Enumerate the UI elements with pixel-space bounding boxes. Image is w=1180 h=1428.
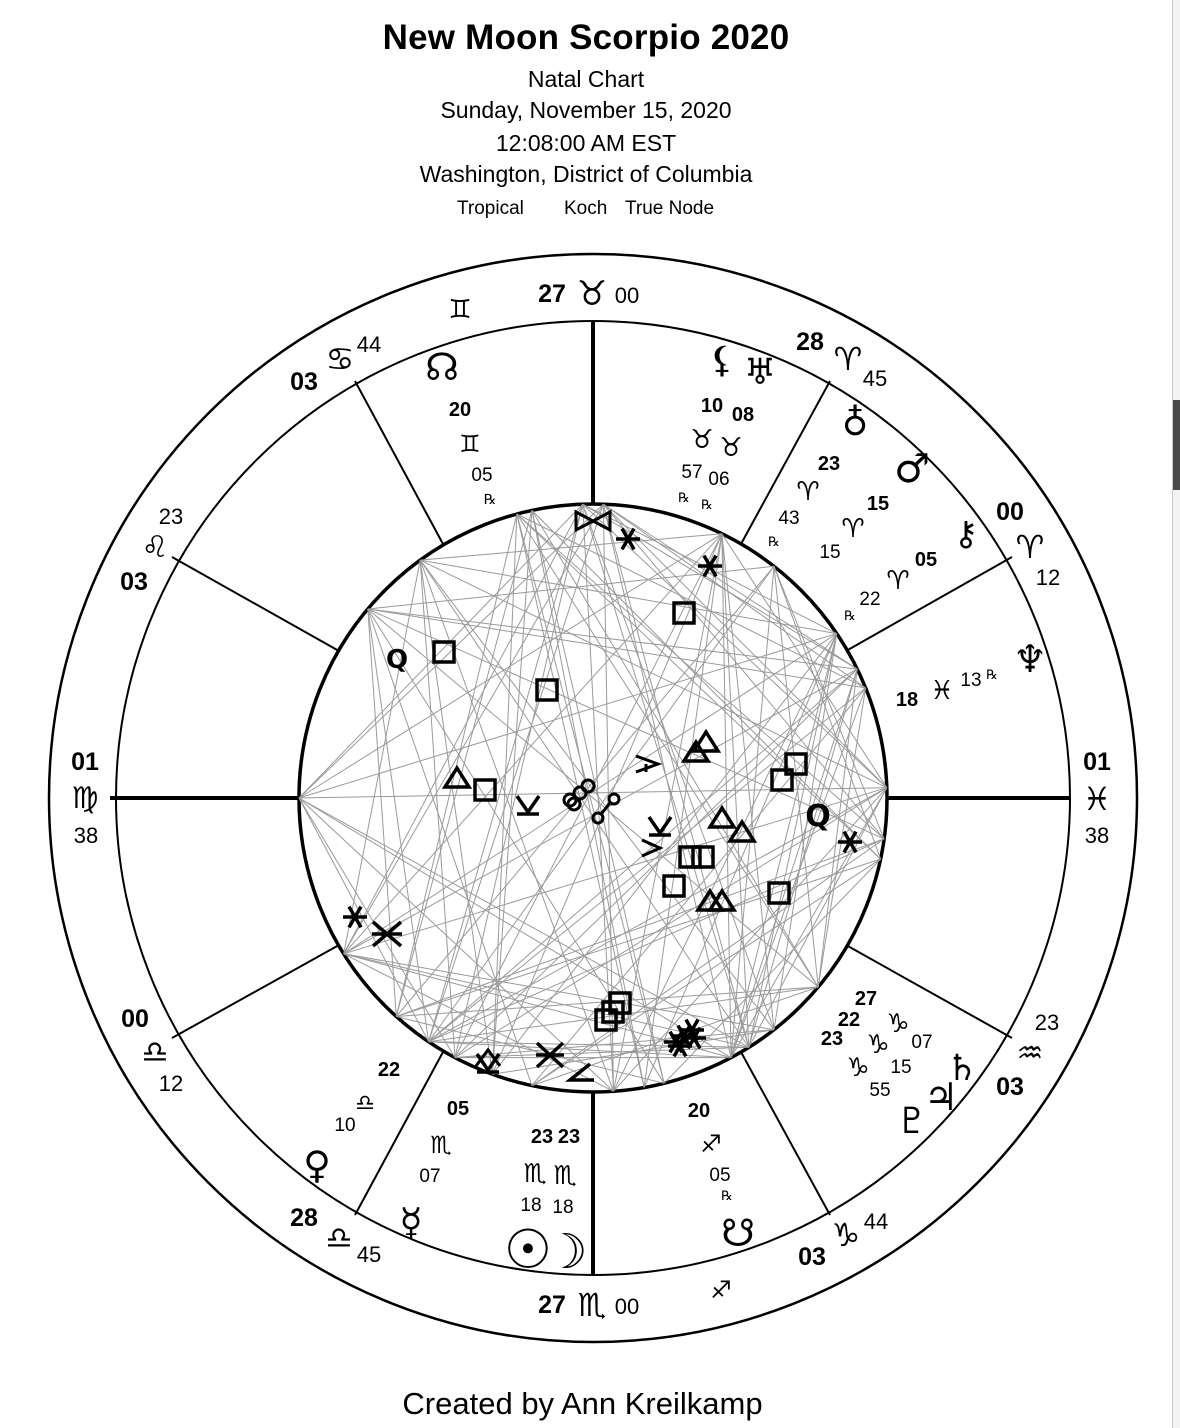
scrollbar-thumb[interactable] [1173,400,1180,490]
aries-sign-icon: ♈ [886,566,910,596]
retrograde-icon: ℞ [701,498,713,513]
taurus-sign-icon: ♉ [690,425,714,455]
retrograde-icon: ℞ [768,535,780,550]
moon-minute: 18 [552,1197,574,1218]
aquarius-sign-icon: ♒ [1016,1036,1044,1071]
aspect-glyph-semisquare [570,1064,594,1080]
venus-icon: ♀ [303,1143,331,1187]
saturn-degree: 27 [854,988,878,1010]
chart-kind: Natal Chart [527,66,645,92]
chiron-minute: 22 [859,589,881,610]
cusp-8-degree: 03 [120,568,148,596]
aries-sign-icon: ♈ [796,477,820,507]
north-node-degree: 20 [448,399,472,421]
retrograde-icon: ℞ [986,668,998,683]
mc-degree: 27 [538,280,566,308]
pisces-sign-icon: ♓ [930,676,954,706]
libra-sign-icon: ♎ [141,1035,169,1070]
north-node-icon: ☊ [425,345,459,389]
cusp-12-degree: 00 [996,498,1024,526]
neptune-degree: 18 [895,689,919,711]
chart-location: Washington, District of Columbia [419,161,753,187]
cusp-5-minute: 45 [356,1242,382,1267]
chiron-degree: 05 [914,549,938,571]
scorpio-sign-icon: ♏ [430,1131,452,1159]
north-node-minute: 05 [471,465,493,486]
aspect-glyph-quincunx [649,817,671,835]
pluto-minute: 55 [869,1080,891,1101]
aspect-line [299,534,722,798]
cusp-8-minute: 23 [158,504,184,529]
south-node-icon: ☋ [721,1211,755,1255]
zodiac-option: Tropical [457,198,524,219]
cusp-9-minute: 44 [356,332,382,357]
lilith-icon: ⚸ [708,340,736,381]
pluto-degree: 23 [820,1028,844,1050]
asc-minute: 38 [73,823,99,848]
house-cusp-9 [355,381,443,544]
scorpio-sign-icon: ♏ [523,1159,547,1189]
mercury-minute: 07 [419,1166,441,1187]
chiron-icon: ⚷ [953,514,979,554]
aries-point-degree: 23 [817,453,841,475]
lilith-degree: 10 [700,395,724,417]
ic-degree: 27 [538,1291,566,1319]
house-system-option: Koch [564,198,608,219]
mars-icon: ♂ [894,446,930,492]
neptune-icon: ♆ [1012,637,1048,681]
cusp-5-degree: 28 [290,1204,318,1232]
scorpio-sign-icon: ♏ [577,1286,607,1324]
capricorn-sign-icon: ♑ [886,1009,910,1039]
capricorn-sign-icon: ♑ [846,1053,870,1083]
planet-positions [303,340,1047,1281]
south-node-degree: 20 [687,1100,711,1122]
south-node-minute: 05 [709,1165,731,1186]
lilith-minute: 57 [681,462,703,483]
aspect-line [420,560,749,1047]
retrograde-icon: ℞ [483,492,497,508]
dsc-minute: 38 [1084,823,1110,848]
jupiter-icon: ♃ [923,1075,959,1119]
saturn-minute: 07 [911,1032,933,1053]
asc-degree: 01 [71,748,99,776]
node-option: True Node [625,198,715,219]
cancer-sign-icon: ♋ [325,340,355,378]
aspect-line [344,560,421,954]
aspect-glyph-quincunx [517,796,539,814]
aspect-glyph-trine [445,768,469,787]
cusp-9-degree: 03 [290,368,318,396]
ic-minute: 00 [614,1294,640,1319]
sun-icon: ☉ [503,1218,553,1281]
aries-point-minute: 43 [778,508,800,529]
libra-sign-icon: ♎ [325,1221,353,1256]
cusp-2-degree: 03 [996,1073,1024,1101]
aspect-line [299,798,429,1042]
aspect-line [299,798,455,1058]
house-cusp-6 [172,945,339,1038]
venus-asteroid-icon: ♀ [841,400,869,441]
sun-minute: 18 [520,1195,542,1216]
uranus-minute: 06 [708,469,730,490]
capricorn-sign-icon: ♑ [831,1216,861,1254]
aspect-line [583,504,887,788]
mercury-degree: 05 [446,1098,470,1120]
aspect-glyph-quintile: Q [385,645,409,675]
pluto-icon: ♇ [895,1101,929,1142]
taurus-sign-icon: ♉ [576,274,608,314]
aspect-glyph-sextile [838,832,862,853]
mc-minute: 00 [614,283,640,308]
sagittarius-intercepted-sign-icon: ♐ [710,1276,732,1304]
scorpio-sign-icon: ♏ [553,1161,577,1191]
aspect-glyph-square [664,876,684,896]
leo-sign-icon: ♌ [141,530,169,565]
uranus-degree: 08 [731,404,755,426]
dsc-degree: 01 [1083,748,1111,776]
jupiter-degree: 22 [837,1009,861,1031]
house-cusp-3 [741,1052,830,1215]
aries-sign-icon: ♈ [841,514,865,544]
moon-degree: 23 [557,1126,581,1148]
cusp-11-minute: 45 [862,366,888,391]
aspect-glyph-quintile: Q [805,799,831,834]
jupiter-minute: 15 [890,1057,912,1078]
house-cusp-8 [172,557,339,651]
aspect-line [492,534,722,1075]
neptune-minute: 13 [960,670,982,691]
aries-sign-icon: ♈ [833,340,863,378]
venus-minute: 10 [334,1115,356,1136]
cusp-11-degree: 28 [796,328,824,356]
aspect-glyph-sextile [343,907,367,928]
chart-title: New Moon Scorpio 2020 [382,18,790,57]
sagittarius-sign-icon: ♐ [700,1130,722,1158]
moon-icon: ☽ [544,1224,588,1280]
footer-credit: Created by Ann Kreilkamp [402,1386,763,1421]
aries-sign-icon: ♈ [1015,528,1045,566]
aspect-line [455,1030,774,1058]
scrollbar-track[interactable] [1172,0,1180,1428]
uranus-icon: ♅ [743,352,777,393]
retrograde-icon: ℞ [678,491,690,506]
retrograde-icon: ℞ [844,609,856,624]
cusp-6-degree: 00 [121,1005,149,1033]
chart-time: 12:08:00 AM EST [495,130,677,156]
aspect-line [299,798,614,1091]
aspect-line [749,634,837,1048]
gemini-sign-icon: ♊ [459,430,481,458]
virgo-sign-icon: ♍ [71,781,99,816]
sun-degree: 23 [530,1126,554,1148]
cusp-3-degree: 03 [798,1243,826,1271]
chart-date: Sunday, November 15, 2020 [440,97,732,123]
taurus-sign-icon: ♉ [719,433,743,463]
venus-degree: 22 [377,1059,401,1081]
cusp-12-minute: 12 [1035,565,1061,590]
cusp-6-minute: 12 [158,1071,184,1096]
capricorn-sign-icon: ♑ [866,1030,890,1060]
mars-degree: 15 [866,493,890,515]
pisces-sign-icon: ♓ [1082,780,1112,818]
aspect-line [344,634,837,954]
cusp-3-minute: 44 [863,1209,889,1234]
gemini-intercepted-sign-icon: ♊ [448,295,472,325]
aspect-line [420,560,455,1058]
mars-minute: 15 [819,542,841,563]
mercury-icon: ☿ [399,1200,423,1244]
aspect-line [731,566,774,1057]
aspect-glyph-semisextile [636,756,658,772]
aspect-line [603,504,857,669]
saturn-icon: ♄ [945,1048,979,1089]
aspect-line [396,859,880,1016]
retrograde-icon: ℞ [721,1189,733,1204]
libra-sign-icon: ♎ [355,1091,375,1116]
cusp-2-minute: 23 [1034,1010,1060,1035]
